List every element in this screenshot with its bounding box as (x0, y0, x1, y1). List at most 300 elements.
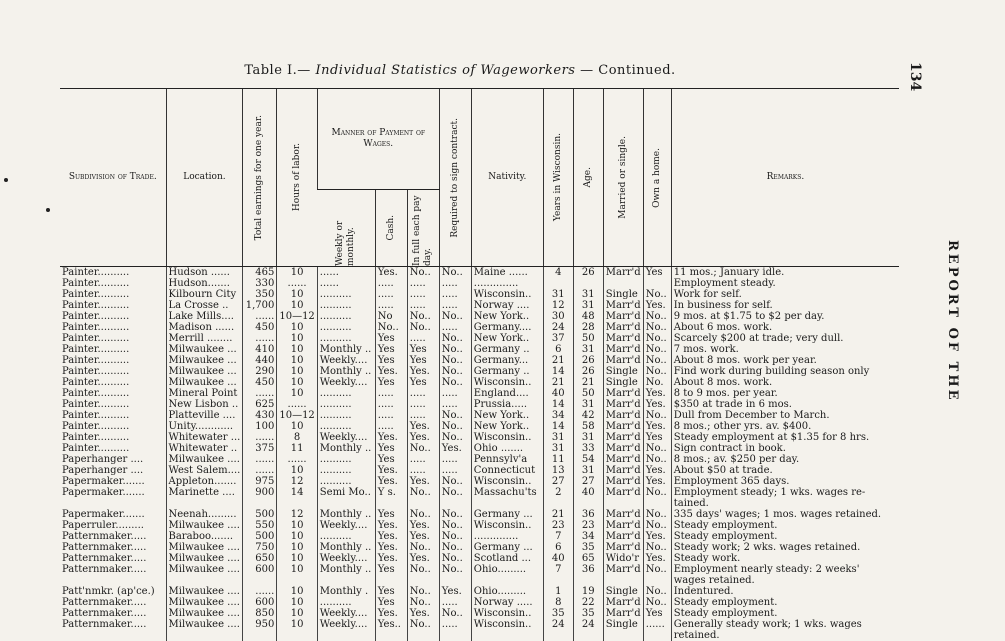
cell-nativity: Ohio ....... (471, 443, 543, 454)
cell-subdivision: Patternmaker..... (60, 597, 166, 608)
cell-location: Hudson....... (166, 278, 243, 289)
cell-married: Marr'd (603, 311, 643, 322)
table-row (60, 399, 899, 410)
cell-subdivision: Patt'nmkr. (ap'ce.) (60, 586, 166, 597)
cell-subdivision: Painter.......... (60, 410, 166, 421)
cell-remarks: About 8 mos. work. (671, 377, 899, 388)
cell-years: 11 (543, 454, 573, 465)
cell-home (643, 575, 671, 586)
cell-subdivision: Painter.......... (60, 399, 166, 410)
cell-weekly: .......... (317, 476, 375, 487)
cell-age (573, 498, 603, 509)
header-weekly: Weekly or monthly. (317, 190, 375, 267)
statistics-table (60, 88, 899, 641)
cell-married (603, 575, 643, 586)
cell-nativity: Maine ...... (471, 267, 543, 279)
cell-contract: ..... (439, 597, 471, 608)
cell-married: Single (603, 366, 643, 377)
cell-weekly: Weekly.... (317, 355, 375, 366)
cell-cash: Yes. (375, 465, 407, 476)
cell-contract: No.. (439, 421, 471, 432)
cell-hours: 10 (277, 377, 317, 388)
cell-hours: 12 (277, 476, 317, 487)
cell-in-full: No.. (407, 586, 439, 597)
cell-in-full: Yes. (407, 432, 439, 443)
cell-contract: No.. (439, 366, 471, 377)
cell-weekly: Monthly .. (317, 443, 375, 454)
cell-home: No.. (643, 487, 671, 498)
cell-earnings: 975 (243, 476, 277, 487)
cell-married: Marr'd (603, 410, 643, 421)
cell-earnings: 600 (243, 564, 277, 575)
cell-cash: Yes (375, 564, 407, 575)
header-nativity: Nativity. (471, 89, 543, 267)
cell-cash: Yes (375, 586, 407, 597)
cell-weekly: Monthly .. (317, 509, 375, 520)
cell-home: Yes. (643, 476, 671, 487)
cell-nativity: .............. (471, 278, 543, 289)
cell-cash: Yes. (375, 476, 407, 487)
cell-earnings: 950 (243, 619, 277, 630)
cell-age: 36 (573, 564, 603, 575)
cell-subdivision: Paperruler......... (60, 520, 166, 531)
cell-married: Single (603, 619, 643, 630)
cell-age: 35 (573, 608, 603, 619)
cell-hours: 12 (277, 509, 317, 520)
cell-location: Milwaukee ... (166, 366, 243, 377)
table-row (60, 542, 899, 553)
cell-years: 8 (543, 597, 573, 608)
cell-location: Madison ...... (166, 322, 243, 333)
cell-contract: ..... (439, 454, 471, 465)
cell-cash: Y s. (375, 487, 407, 498)
cell-contract: ..... (439, 388, 471, 399)
cell-remarks: Find work during building season only (671, 366, 899, 377)
cell-remarks: Employment 365 days. (671, 476, 899, 487)
cell-contract: ..... (439, 278, 471, 289)
cell-age: 31 (573, 300, 603, 311)
cell-age: 40 (573, 487, 603, 498)
cell-in-full: No.. (407, 619, 439, 630)
title-prefix: Table I.— (244, 63, 311, 78)
cell-nativity: Wisconsin.. (471, 476, 543, 487)
cell-years: 21 (543, 509, 573, 520)
cell-in-full: No.. (407, 564, 439, 575)
cell-in-full (407, 630, 439, 641)
cell-earnings: ...... (243, 432, 277, 443)
cell-location (166, 630, 243, 641)
cell-contract: No.. (439, 311, 471, 322)
cell-remarks: Generally steady work; 1 wks. wages (671, 619, 899, 630)
cell-hours: 14 (277, 487, 317, 498)
cell-weekly: Monthly .. (317, 542, 375, 553)
cell-location: Milwaukee ... (166, 355, 243, 366)
cell-earnings: 850 (243, 608, 277, 619)
cell-hours: 10 (277, 597, 317, 608)
cell-location: Milwaukee .... (166, 597, 243, 608)
cell-location: Kilbourn City (166, 289, 243, 300)
cell-location (166, 498, 243, 509)
cell-in-full (407, 575, 439, 586)
cell-years: 7 (543, 564, 573, 575)
cell-married: Marr'd (603, 509, 643, 520)
cell-contract (439, 575, 471, 586)
cell-home: No.. (643, 344, 671, 355)
cell-hours: 10 (277, 520, 317, 531)
title-italic: Individual Statistics of Wageworkers (315, 63, 575, 78)
cell-hours: 10 (277, 608, 317, 619)
cell-age: 33 (573, 443, 603, 454)
cell-nativity (471, 575, 543, 586)
cell-married: Marr'd (603, 542, 643, 553)
table-row (60, 498, 899, 509)
cell-weekly: Monthly .. (317, 366, 375, 377)
cell-contract: No.. (439, 542, 471, 553)
cell-remarks: Steady employment. (671, 597, 899, 608)
cell-contract: No.. (439, 520, 471, 531)
cell-weekly: .......... (317, 289, 375, 300)
cell-cash: Yes. (375, 608, 407, 619)
cell-nativity: New York.. (471, 421, 543, 432)
cell-earnings: 500 (243, 509, 277, 520)
cell-weekly (317, 575, 375, 586)
cell-in-full: Yes (407, 355, 439, 366)
cell-remarks: Steady employment. (671, 608, 899, 619)
cell-remarks: retained. (671, 630, 899, 641)
cell-earnings: 750 (243, 542, 277, 553)
cell-married (603, 630, 643, 641)
cell-location: Baraboo....... (166, 531, 243, 542)
cell-subdivision: Patternmaker..... (60, 608, 166, 619)
cell-home: No.. (643, 509, 671, 520)
header-age: Age. (573, 89, 603, 267)
cell-location: Whitewater .. (166, 443, 243, 454)
table-row (60, 421, 899, 432)
cell-age: 27 (573, 476, 603, 487)
cell-age: 31 (573, 465, 603, 476)
table-row (60, 311, 899, 322)
cell-home: No.. (643, 289, 671, 300)
cell-subdivision: Painter.......... (60, 311, 166, 322)
table-body (60, 267, 899, 641)
cell-weekly: .......... (317, 421, 375, 432)
table-row (60, 619, 899, 630)
cell-weekly: Weekly.... (317, 432, 375, 443)
table-row (60, 333, 899, 344)
cell-home: No.. (643, 443, 671, 454)
cell-married: Marr'd (603, 531, 643, 542)
cell-weekly: Monthly .. (317, 564, 375, 575)
cell-married: Marr'd (603, 322, 643, 333)
cell-contract: No.. (439, 410, 471, 421)
cell-hours: 10 (277, 300, 317, 311)
cell-in-full: ..... (407, 333, 439, 344)
cell-years: 4 (543, 267, 573, 279)
cell-years: 35 (543, 608, 573, 619)
cell-nativity: Pennsylv'a (471, 454, 543, 465)
cell-cash: ..... (375, 421, 407, 432)
cell-married: Marr'd (603, 432, 643, 443)
cell-years: 13 (543, 465, 573, 476)
cell-age: 35 (573, 542, 603, 553)
table-row (60, 586, 899, 597)
cell-years (543, 498, 573, 509)
cell-in-full: Yes. (407, 421, 439, 432)
cell-nativity: Germany... (471, 355, 543, 366)
cell-subdivision: Patternmaker..... (60, 619, 166, 630)
cell-home: Yes. (643, 465, 671, 476)
table-row (60, 322, 899, 333)
cell-married: Single (603, 377, 643, 388)
cell-cash: Yes (375, 454, 407, 465)
cell-earnings: 375 (243, 443, 277, 454)
cell-earnings: ...... (243, 465, 277, 476)
cell-married: Marr'd (603, 267, 643, 279)
cell-years: 14 (543, 421, 573, 432)
cell-years: 2 (543, 487, 573, 498)
cell-age: 26 (573, 366, 603, 377)
cell-subdivision: Painter.......... (60, 421, 166, 432)
cell-nativity: Germany ... (471, 509, 543, 520)
cell-cash: No (375, 311, 407, 322)
cell-subdivision: Patternmaker..... (60, 553, 166, 564)
page-number: 134 (907, 62, 923, 92)
cell-hours: 10 (277, 366, 317, 377)
cell-nativity: Massachu'ts (471, 487, 543, 498)
margin-dot (46, 208, 50, 212)
cell-married: Marr'd (603, 454, 643, 465)
cell-weekly: Weekly.... (317, 377, 375, 388)
header-home: Own a home. (643, 89, 671, 267)
margin-dot (4, 178, 8, 182)
cell-contract: No.. (439, 564, 471, 575)
cell-subdivision: Painter.......... (60, 432, 166, 443)
cell-cash: Yes (375, 333, 407, 344)
cell-hours: 8 (277, 432, 317, 443)
cell-earnings: ...... (243, 586, 277, 597)
header-location: Location. (166, 89, 243, 267)
table-row (60, 355, 899, 366)
cell-subdivision: Patternmaker..... (60, 531, 166, 542)
cell-home: No.. (643, 564, 671, 575)
cell-nativity: Wisconsin.. (471, 289, 543, 300)
cell-earnings (243, 630, 277, 641)
cell-contract: Yes. (439, 443, 471, 454)
cell-home (643, 630, 671, 641)
cell-in-full: No.. (407, 597, 439, 608)
cell-subdivision (60, 630, 166, 641)
table-row (60, 465, 899, 476)
cell-nativity: Wisconsin.. (471, 432, 543, 443)
cell-years: 34 (543, 410, 573, 421)
table-row (60, 289, 899, 300)
cell-location: Merrill ........ (166, 333, 243, 344)
cell-weekly: .......... (317, 333, 375, 344)
cell-home: No.. (643, 333, 671, 344)
cell-nativity: Germany.... (471, 322, 543, 333)
cell-hours: ...... (277, 399, 317, 410)
cell-nativity: Wisconsin.. (471, 608, 543, 619)
cell-remarks: Employment steady; 1 wks. wages re- (671, 487, 899, 498)
table-row (60, 564, 899, 575)
cell-age (573, 278, 603, 289)
cell-earnings: ...... (243, 311, 277, 322)
cell-remarks: wages retained. (671, 575, 899, 586)
cell-hours (277, 498, 317, 509)
cell-contract: ..... (439, 300, 471, 311)
cell-earnings: ...... (243, 454, 277, 465)
cell-cash: Yes. (375, 520, 407, 531)
cell-cash: Yes. (375, 531, 407, 542)
cell-remarks: 9 mos. at $1.75 to $2 per day. (671, 311, 899, 322)
cell-years: 31 (543, 289, 573, 300)
cell-married: Wido'r (603, 553, 643, 564)
cell-years: 14 (543, 366, 573, 377)
cell-cash: Yes (375, 509, 407, 520)
cell-weekly: Weekly.... (317, 608, 375, 619)
cell-remarks: $350 at trade in 6 mos. (671, 399, 899, 410)
cell-years (543, 575, 573, 586)
cell-age: 22 (573, 597, 603, 608)
cell-hours: ...... (277, 454, 317, 465)
cell-subdivision: Painter.......... (60, 333, 166, 344)
cell-in-full: ..... (407, 465, 439, 476)
cell-nativity: Norway ..... (471, 597, 543, 608)
cell-weekly: Monthly .. (317, 344, 375, 355)
cell-cash: Yes (375, 443, 407, 454)
cell-remarks: 335 days' wages; 1 mos. wages retained. (671, 509, 899, 520)
cell-remarks: tained. (671, 498, 899, 509)
cell-remarks: Sign contract in book. (671, 443, 899, 454)
cell-age: 50 (573, 333, 603, 344)
cell-weekly: Weekly.... (317, 619, 375, 630)
cell-contract: ..... (439, 322, 471, 333)
title-suffix: — Continued. (580, 63, 676, 78)
cell-location: West Salem.... (166, 465, 243, 476)
cell-age: 26 (573, 267, 603, 279)
cell-earnings: 430 (243, 410, 277, 421)
cell-home: No.. (643, 586, 671, 597)
cell-in-full: No.. (407, 443, 439, 454)
cell-earnings: 410 (243, 344, 277, 355)
cell-earnings: ...... (243, 388, 277, 399)
cell-weekly: .......... (317, 300, 375, 311)
cell-subdivision: Painter.......... (60, 267, 166, 279)
cell-years: 31 (543, 443, 573, 454)
cell-years: 6 (543, 344, 573, 355)
cell-home: Yes. (643, 531, 671, 542)
table-row (60, 553, 899, 564)
cell-cash (375, 498, 407, 509)
cell-location: Milwaukee .... (166, 619, 243, 630)
cell-subdivision: Painter.......... (60, 278, 166, 289)
cell-home: No.. (643, 410, 671, 421)
cell-married: Marr'd (603, 465, 643, 476)
cell-nativity: .............. (471, 531, 543, 542)
header-hours: Hours of labor. (277, 89, 317, 267)
cell-in-full: No.. (407, 542, 439, 553)
cell-home: Yes (643, 608, 671, 619)
cell-home: No.. (643, 597, 671, 608)
cell-years: 40 (543, 388, 573, 399)
cell-nativity: New York.. (471, 410, 543, 421)
cell-in-full: No.. (407, 487, 439, 498)
cell-weekly: Semi Mo.. (317, 487, 375, 498)
cell-age: 65 (573, 553, 603, 564)
cell-remarks: Employment nearly steady: 2 weeks' (671, 564, 899, 575)
cell-age: 48 (573, 311, 603, 322)
table-row (60, 432, 899, 443)
cell-contract: No.. (439, 333, 471, 344)
cell-in-full: No.. (407, 311, 439, 322)
cell-age: 19 (573, 586, 603, 597)
cell-location: Whitewater ... (166, 432, 243, 443)
cell-contract: No.. (439, 608, 471, 619)
cell-location: Hudson ...... (166, 267, 243, 279)
cell-location: La Crosse .. (166, 300, 243, 311)
cell-remarks: 7 mos. work. (671, 344, 899, 355)
cell-years: 21 (543, 377, 573, 388)
table-row (60, 509, 899, 520)
cell-location: Appleton....... (166, 476, 243, 487)
cell-age: 34 (573, 531, 603, 542)
cell-contract (439, 630, 471, 641)
cell-in-full: Yes (407, 344, 439, 355)
table-row (60, 344, 899, 355)
cell-cash: ..... (375, 399, 407, 410)
cell-subdivision: Paperhanger .... (60, 454, 166, 465)
cell-home: No.. (643, 355, 671, 366)
cell-location: Marinette .... (166, 487, 243, 498)
cell-married: Marr'd (603, 333, 643, 344)
cell-hours: 10 (277, 421, 317, 432)
cell-cash: Yes (375, 344, 407, 355)
cell-remarks: Steady employment. (671, 520, 899, 531)
cell-location: Milwaukee .... (166, 586, 243, 597)
cell-remarks: About 6 mos. work. (671, 322, 899, 333)
cell-weekly: Weekly.... (317, 520, 375, 531)
header-contract: Required to sign contract. (439, 89, 471, 267)
cell-earnings: 1,700 (243, 300, 277, 311)
cell-subdivision: Papermaker....... (60, 509, 166, 520)
cell-weekly: ...... (317, 267, 375, 279)
cell-hours: 10 (277, 553, 317, 564)
table-row (60, 575, 899, 586)
cell-nativity: New York.. (471, 311, 543, 322)
cell-in-full: ..... (407, 399, 439, 410)
cell-hours: 10 (277, 542, 317, 553)
cell-remarks: Dull from December to March. (671, 410, 899, 421)
cell-subdivision (60, 575, 166, 586)
cell-subdivision: Painter.......... (60, 377, 166, 388)
table-row (60, 443, 899, 454)
cell-home: No.. (643, 520, 671, 531)
cell-weekly: .......... (317, 465, 375, 476)
cell-home: Yes (643, 432, 671, 443)
cell-married: Single (603, 586, 643, 597)
cell-nativity: England.... (471, 388, 543, 399)
cell-home: No. (643, 377, 671, 388)
table-row (60, 388, 899, 399)
cell-location: Milwaukee .... (166, 564, 243, 575)
cell-remarks: Employment steady. (671, 278, 899, 289)
cell-years: 24 (543, 619, 573, 630)
cell-location: Milwaukee .... (166, 454, 243, 465)
cell-cash: Yes. (375, 267, 407, 279)
cell-married: Marr'd (603, 476, 643, 487)
cell-nativity: Germany .. (471, 344, 543, 355)
cell-location (166, 575, 243, 586)
